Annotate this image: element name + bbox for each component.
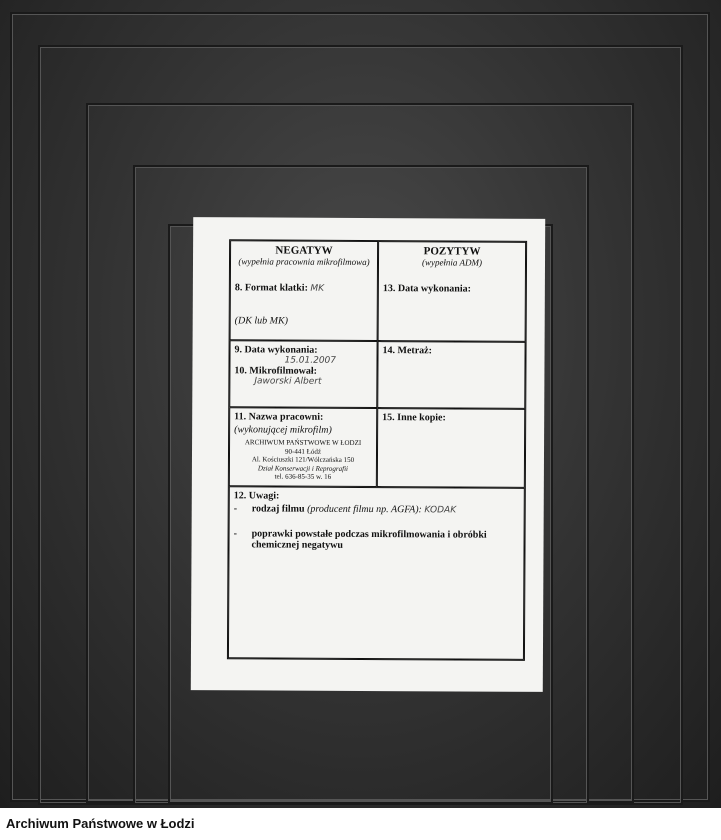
archive-footer: Archiwum Państwowe w Łodzi bbox=[6, 816, 195, 831]
cell-metraz bbox=[377, 341, 525, 409]
stamp-line: 90-441 Łódź bbox=[285, 447, 322, 456]
stamp-line: Al. Kościuszki 121/Wólczańska 150 bbox=[251, 455, 355, 464]
form-table bbox=[227, 239, 527, 661]
cell-negatyw bbox=[230, 240, 379, 341]
pozytyw-subtitle: (wypełnia ADM) bbox=[421, 257, 483, 268]
bullet: - bbox=[233, 528, 237, 540]
film-type-value: KODAK bbox=[424, 505, 457, 516]
film-type-label: rodzaj filmu bbox=[251, 503, 305, 515]
metraz-label: 14. Metraż: bbox=[382, 345, 432, 357]
negatyw-title: NEGATYW bbox=[275, 244, 333, 257]
workshop-stamp bbox=[234, 438, 372, 481]
bullet: - bbox=[233, 503, 238, 515]
operator-label: 10. Mikrofilmował: bbox=[234, 365, 318, 377]
date13-label: 13. Data wykonania: bbox=[382, 283, 471, 295]
cell-remarks bbox=[228, 486, 525, 660]
negatyw-subtitle: (wypełnia pracownia mikrofilmowa) bbox=[238, 256, 370, 268]
stamp-line: ARCHIWUM PAŃSTWOWE W ŁODZI bbox=[244, 438, 362, 447]
cell-pozytyw bbox=[378, 241, 527, 342]
date9-value: 15.01.2007 bbox=[284, 355, 337, 366]
film-type-hint: (producent filmu np. AGFA): bbox=[307, 503, 422, 516]
date9-label: 9. Data wykonania: bbox=[234, 344, 318, 356]
stamp-line: Dział Konserwacji i Reprografii bbox=[257, 463, 349, 473]
format-hint: (DK lub MK) bbox=[234, 315, 289, 327]
workshop-label: 11. Nazwa pracowni: bbox=[234, 411, 324, 423]
cell-workshop bbox=[229, 407, 377, 487]
cell-date-operator bbox=[229, 340, 377, 408]
format-label: 8. Format klatki: bbox=[234, 282, 308, 294]
remark-item bbox=[233, 528, 519, 551]
stamp-line: tel. 636-85-35 w. 16 bbox=[274, 472, 332, 481]
copies-label: 15. Inne kopie: bbox=[382, 412, 446, 424]
remark-item bbox=[234, 503, 520, 515]
microfilm-target-card bbox=[191, 217, 545, 692]
operator-value: Jaworski Albert bbox=[254, 376, 322, 387]
format-value: MK bbox=[310, 283, 325, 294]
workshop-hint: (wykonującej mikrofilm) bbox=[234, 424, 332, 436]
corrections-text: poprawki powstałe podczas mikrofilmowania i obróbki chemicznej negatywu bbox=[251, 528, 487, 551]
cell-copies bbox=[377, 408, 525, 488]
remarks-label: 12. Uwagi: bbox=[233, 490, 280, 502]
pozytyw-title: POZYTYW bbox=[423, 245, 481, 258]
